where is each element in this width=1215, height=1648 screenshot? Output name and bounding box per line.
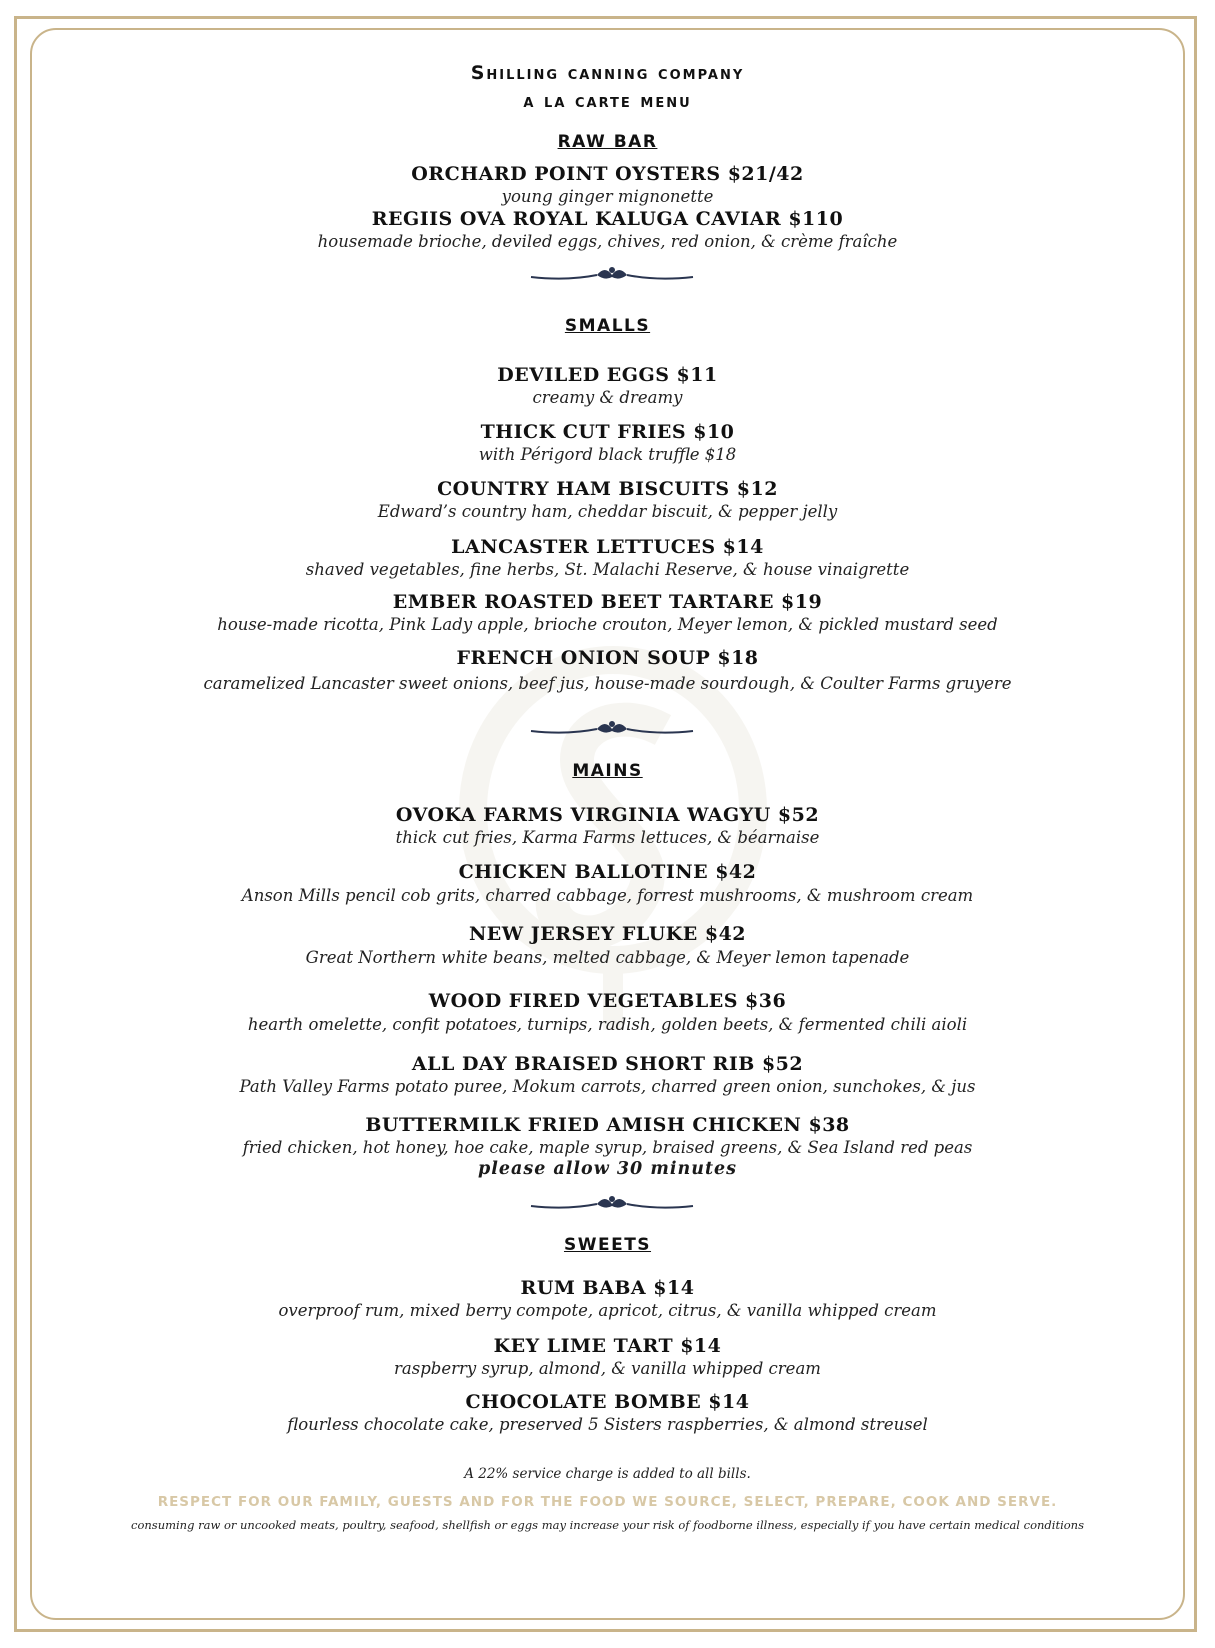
- item-description: young ginger mignonette: [501, 187, 714, 206]
- service-charge-note: A 22% service charge is added to all bills.: [464, 1466, 751, 1482]
- item-name: LANCASTER LETTUCES $14: [451, 536, 764, 558]
- item-name: RUM BABA $14: [520, 1277, 695, 1299]
- item-description: Path Valley Farms potato puree, Mokum carrots, charred green onion, sunchokes, & jus: [239, 1077, 976, 1096]
- item-name: CHOCOLATE BOMBE $14: [465, 1391, 750, 1413]
- item-description: flourless chocolate cake, preserved 5 Sisters raspberries, & almond streusel: [287, 1415, 928, 1434]
- item-name: EMBER ROASTED BEET TARTARE $19: [392, 591, 823, 613]
- respect-statement: RESPECT FOR OUR FAMILY, GUESTS AND FOR THE FOOD WE SOURCE, SELECT, PREPARE, COOK AND SERVE.: [157, 1494, 1058, 1510]
- food-safety-disclaimer: consuming raw or uncooked meats, poultry, seafood, shellfish or eggs may increase your risk of foodborne illness, especially if you have certain medical conditions: [131, 1518, 1084, 1532]
- flourish-divider: [527, 263, 697, 285]
- item-name: DEVILED EGGS $11: [497, 364, 718, 386]
- item-name: COUNTRY HAM BISCUITS $12: [437, 478, 778, 500]
- item-name: OVOKA FARMS VIRGINIA WAGYU $52: [395, 804, 820, 826]
- item-description: house-made ricotta, Pink Lady apple, brioche crouton, Meyer lemon, & pickled mustard seed: [217, 615, 998, 634]
- item-description: overproof rum, mixed berry compote, apricot, citrus, & vanilla whipped cream: [278, 1301, 937, 1320]
- item-name: REGIIS OVA ROYAL KALUGA CAVIAR $110: [371, 208, 844, 230]
- item-note: please allow 30 minutes: [477, 1159, 738, 1179]
- item-description: fried chicken, hot honey, hoe cake, maple syrup, braised greens, & Sea Island red peas: [242, 1138, 973, 1157]
- item-name: ORCHARD POINT OYSTERS $21/42: [411, 163, 804, 185]
- item-name: BUTTERMILK FRIED AMISH CHICKEN $38: [365, 1114, 850, 1136]
- flourish-divider: [527, 717, 697, 739]
- item-description: with Périgord black truffle $18: [478, 445, 737, 464]
- item-name: THICK CUT FRIES $10: [480, 421, 735, 443]
- section-smalls: SMALLS: [564, 316, 651, 336]
- restaurant-name: Shilling canning company: [470, 62, 745, 84]
- section-mains: MAINS: [572, 761, 643, 781]
- item-description: thick cut fries, Karma Farms lettuces, & béarnaise: [395, 828, 820, 847]
- item-name: WOOD FIRED VEGETABLES $36: [428, 990, 787, 1012]
- item-name: CHICKEN BALLOTINE $42: [458, 861, 757, 883]
- item-name: ALL DAY BRAISED SHORT RIB $52: [411, 1053, 804, 1075]
- item-description: Edward’s country ham, cheddar biscuit, & pepper jelly: [377, 502, 838, 521]
- section-sweets: SWEETS: [563, 1235, 652, 1255]
- item-description: creamy & dreamy: [532, 388, 683, 407]
- item-description: housemade brioche, deviled eggs, chives, red onion, & crème fraîche: [317, 232, 898, 251]
- item-name: NEW JERSEY FLUKE $42: [468, 923, 747, 945]
- item-description: caramelized Lancaster sweet onions, beef jus, house-made sourdough, & Coulter Farms gruyere: [203, 674, 1012, 693]
- item-name: KEY LIME TART $14: [493, 1335, 722, 1357]
- section-raw-bar: RAW BAR: [557, 132, 658, 152]
- item-description: raspberry syrup, almond, & vanilla whipped cream: [394, 1359, 821, 1378]
- item-description: Great Northern white beans, melted cabbage, & Meyer lemon tapenade: [305, 948, 910, 967]
- item-description: hearth omelette, confit potatoes, turnips, radish, golden beets, & fermented chili aioli: [247, 1015, 968, 1034]
- item-name: FRENCH ONION SOUP $18: [456, 647, 759, 669]
- flourish-divider: [527, 1192, 697, 1214]
- item-description: Anson Mills pencil cob grits, charred cabbage, forrest mushrooms, & mushroom cream: [241, 886, 974, 905]
- menu-title: a la carte menu: [523, 90, 692, 112]
- item-description: shaved vegetables, fine herbs, St. Malachi Reserve, & house vinaigrette: [305, 560, 910, 579]
